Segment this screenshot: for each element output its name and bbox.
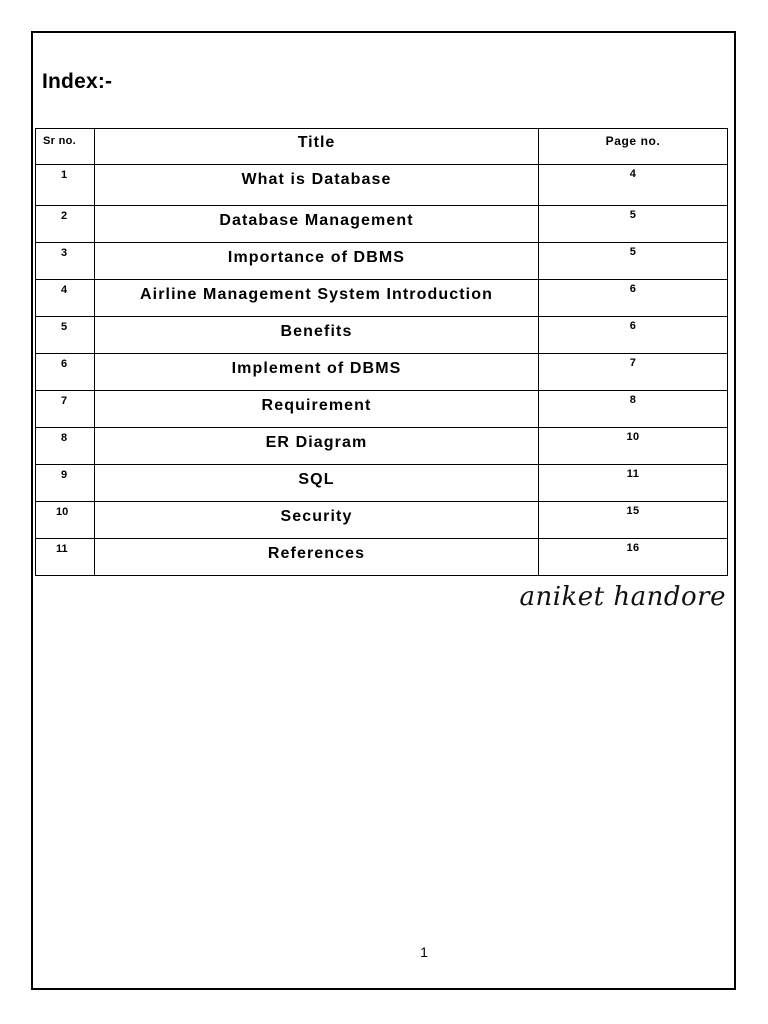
header-title: Title (95, 129, 539, 165)
row-title: What is Database (95, 165, 539, 206)
row-title: Implement of DBMS (95, 354, 539, 391)
table-row (36, 243, 728, 280)
row-sr-no: 7 (36, 391, 95, 428)
page-number: 1 (420, 944, 428, 960)
row-title: References (95, 539, 539, 576)
index-heading: Index:- (42, 70, 113, 93)
table-row (36, 502, 728, 539)
row-sr-no: 11 (36, 539, 95, 576)
row-sr-no: 8 (36, 428, 95, 465)
table-row (36, 317, 728, 354)
index-table (35, 128, 728, 576)
row-title: SQL (95, 465, 539, 502)
table-row (36, 206, 728, 243)
table-row (36, 465, 728, 502)
table-row (36, 165, 728, 206)
table-row (36, 539, 728, 576)
table-row (36, 428, 728, 465)
row-title: ER Diagram (95, 428, 539, 465)
header-page-no: Page no. (539, 129, 728, 165)
row-page-no: 11 (539, 465, 728, 502)
row-page-no: 6 (539, 280, 728, 317)
table-header-row (36, 129, 728, 165)
row-sr-no: 3 (36, 243, 95, 280)
row-sr-no: 5 (36, 317, 95, 354)
row-page-no: 4 (539, 165, 728, 206)
row-page-no: 16 (539, 539, 728, 576)
row-page-no: 8 (539, 391, 728, 428)
row-title: Database Management (95, 206, 539, 243)
row-page-no: 7 (539, 354, 728, 391)
row-page-no: 5 (539, 206, 728, 243)
row-sr-no: 2 (36, 206, 95, 243)
row-sr-no: 10 (36, 502, 95, 539)
row-sr-no: 1 (36, 165, 95, 206)
row-title: Requirement (95, 391, 539, 428)
table-row (36, 354, 728, 391)
table-row (36, 280, 728, 317)
table-row (36, 391, 728, 428)
row-sr-no: 9 (36, 465, 95, 502)
row-page-no: 15 (539, 502, 728, 539)
row-page-no: 10 (539, 428, 728, 465)
row-page-no: 5 (539, 243, 728, 280)
row-sr-no: 4 (36, 280, 95, 317)
row-title: Benefits (95, 317, 539, 354)
row-sr-no: 6 (36, 354, 95, 391)
row-page-no: 6 (539, 317, 728, 354)
header-sr-no: Sr no. (36, 129, 95, 165)
row-title: Security (95, 502, 539, 539)
row-title: Importance of DBMS (95, 243, 539, 280)
row-title: Airline Management System Introduction (95, 280, 539, 317)
handwritten-signature: aniket handore (519, 582, 726, 612)
